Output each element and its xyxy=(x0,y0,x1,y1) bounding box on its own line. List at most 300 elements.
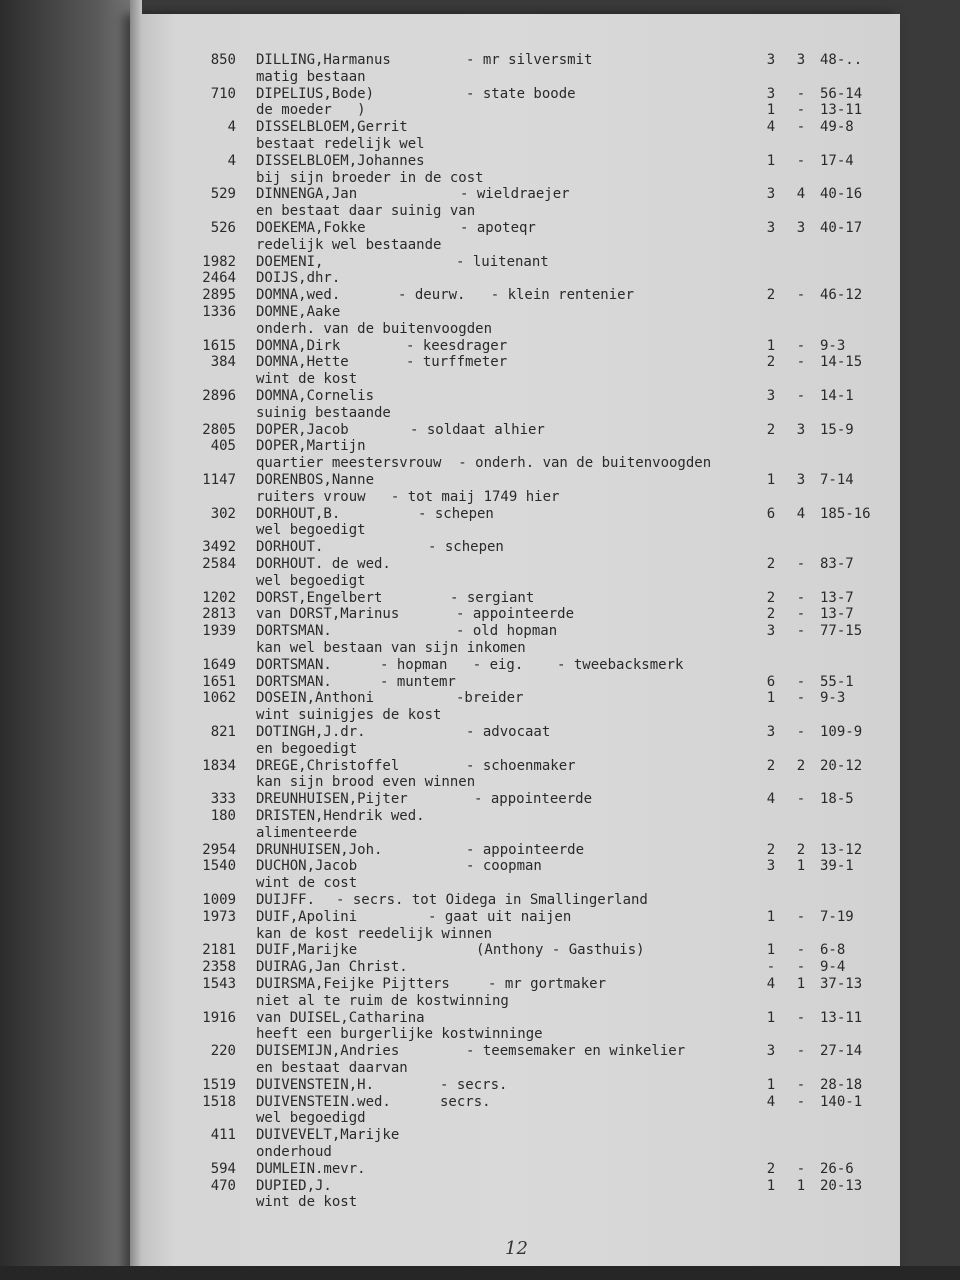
entry-number: 470 xyxy=(210,1177,236,1194)
entry-amount: 20-12 xyxy=(820,757,863,774)
entry-number: 1939 xyxy=(202,623,236,640)
register-entry xyxy=(0,422,960,439)
entry-note: de moeder ) xyxy=(256,102,366,119)
entry-name: DUIJFF. xyxy=(256,892,316,908)
entry-number: 821 xyxy=(210,724,236,740)
register-entry xyxy=(0,186,960,203)
entry-amount: 13-7 xyxy=(820,589,854,606)
register-entry xyxy=(0,1094,960,1111)
register-entry-note xyxy=(0,573,960,590)
entry-name: DOSEIN,Anthoni xyxy=(256,690,375,707)
entry-col-b: - xyxy=(796,724,806,740)
entry-name: DUIRAG,Jan Christ. xyxy=(256,959,408,976)
entry-occupation: - muntemr xyxy=(380,673,456,690)
entry-number: 411 xyxy=(210,1127,236,1144)
register-entry-note xyxy=(0,1026,960,1043)
register-entry xyxy=(0,354,960,371)
register-entry-note xyxy=(0,69,960,86)
entry-note: wint de kost xyxy=(256,371,358,388)
entry-number: 1062 xyxy=(202,690,236,707)
register-entry xyxy=(0,690,960,707)
entry-col-b: 3 xyxy=(796,472,806,488)
entry-number: 1615 xyxy=(202,337,236,354)
entry-col-a: 3 xyxy=(766,724,776,740)
entry-col-a: 3 xyxy=(766,388,776,404)
entry-name: DOMNE,Aake xyxy=(256,304,341,320)
entry-col-b: - xyxy=(796,690,806,707)
entry-col-b: 4 xyxy=(796,186,806,203)
entry-name: DILLING,Harmanus xyxy=(256,52,391,68)
register-entry-note xyxy=(0,371,960,388)
entry-occupation: - appointeerde xyxy=(456,606,575,623)
register-entry xyxy=(0,976,960,993)
entry-number: 2896 xyxy=(202,388,236,404)
register-entry xyxy=(0,304,960,321)
entry-number: 1202 xyxy=(202,589,236,606)
entry-amount: 20-13 xyxy=(820,1177,863,1194)
entry-occupation: - hopman - eig. - tweebacksmerk xyxy=(380,656,684,673)
entry-number: 1147 xyxy=(202,472,236,488)
entry-amount: 56-14 xyxy=(820,85,863,102)
entry-col-a: 2 xyxy=(766,421,776,438)
entry-number: 2954 xyxy=(202,841,236,858)
entry-col-b: - xyxy=(796,354,806,371)
entry-amount: 46-12 xyxy=(820,287,863,304)
entry-amount: 15-9 xyxy=(820,421,854,438)
entry-amount: 13-11 xyxy=(820,1009,863,1026)
entry-name: van DUISEL,Catharina xyxy=(256,1009,425,1026)
register-entry xyxy=(0,338,960,355)
entry-col-a: 1 xyxy=(766,908,776,925)
register-entry-note xyxy=(0,237,960,254)
entry-occupation: - appointeerde xyxy=(466,841,585,858)
entry-amount: 40-17 xyxy=(820,220,863,236)
entry-col-b: - xyxy=(796,337,806,354)
entry-amount: 7-19 xyxy=(820,908,854,925)
entry-note: heeft een burgerlijke kostwinninge xyxy=(256,1026,543,1043)
entry-amount: 18-5 xyxy=(820,791,854,808)
entry-number: 2805 xyxy=(202,421,236,438)
register-entry xyxy=(0,556,960,573)
entry-number: 3492 xyxy=(202,539,236,556)
entry-name: DOIJS,dhr. xyxy=(256,270,341,287)
entry-name: DORST,Engelbert xyxy=(256,589,383,606)
entry-note: onderhoud xyxy=(256,1144,332,1160)
entry-number: 1834 xyxy=(202,757,236,774)
register-entry xyxy=(0,623,960,640)
entry-col-b: 1 xyxy=(796,976,806,992)
register-entry xyxy=(0,287,960,304)
register-entry-note xyxy=(0,203,960,220)
register-entry-note xyxy=(0,102,960,119)
entry-number: 1651 xyxy=(202,673,236,690)
entry-note: bestaat redelijk wel xyxy=(256,136,425,152)
entry-name: DISSELBLOEM,Gerrit xyxy=(256,119,408,136)
entry-col-b: - xyxy=(796,623,806,640)
entry-col-b: - xyxy=(796,606,806,623)
entry-col-a: 6 xyxy=(766,673,776,690)
entry-number: 2895 xyxy=(202,287,236,304)
entry-amount: 39-1 xyxy=(820,858,854,875)
entry-note: quartier meestersvrouw - onderh. van de buitenvoogden xyxy=(256,455,712,472)
entry-occupation: - coopman xyxy=(466,858,542,875)
register-entry-note xyxy=(0,1110,960,1127)
entry-number: 850 xyxy=(210,52,236,68)
entry-col-a: 3 xyxy=(766,220,776,236)
register-entry xyxy=(0,758,960,775)
register-entry-note xyxy=(0,993,960,1010)
entry-amount: 28-18 xyxy=(820,1076,863,1093)
entry-name: DUIVENSTEIN.wed. xyxy=(256,1093,391,1110)
entry-col-a: 1 xyxy=(766,472,776,488)
entry-col-b: - xyxy=(796,287,806,304)
entry-name: DOEMENI, xyxy=(256,253,324,270)
entry-occupation: - wieldraejer xyxy=(460,186,570,203)
register-entry xyxy=(0,606,960,623)
entry-name: van DORST,Marinus xyxy=(256,606,400,623)
entry-col-b: - xyxy=(796,673,806,690)
entry-occupation: - keesdrager xyxy=(406,337,508,354)
entry-occupation: - schepen xyxy=(428,539,504,556)
entry-note-col-b: - xyxy=(796,102,806,119)
register-entry-note xyxy=(0,640,960,657)
entry-note: kan wel bestaan van sijn inkomen xyxy=(256,640,526,656)
entry-occupation: -breider xyxy=(456,690,524,707)
entry-name: DORHOUT. de wed. xyxy=(256,556,391,572)
entry-note: wint de cost xyxy=(256,875,358,892)
entry-name: DUMLEIN.mevr. xyxy=(256,1160,366,1177)
entry-col-b: 1 xyxy=(796,858,806,875)
entry-number: 4 xyxy=(227,119,236,136)
entry-col-a: 3 xyxy=(766,858,776,875)
entry-note: bij sijn broeder in de cost xyxy=(256,169,484,186)
entry-name: DUISEMIJN,Andries xyxy=(256,1043,400,1060)
entry-name: DOMNA,Cornelis xyxy=(256,388,375,404)
entry-number: 2464 xyxy=(202,270,236,287)
entry-col-a: 2 xyxy=(766,757,776,774)
register-entry xyxy=(0,254,960,271)
register-entry-note xyxy=(0,1144,960,1161)
entry-amount: 140-1 xyxy=(820,1093,863,1110)
entry-col-b: - xyxy=(796,791,806,808)
entry-amount: 13-7 xyxy=(820,606,854,623)
entry-name: DOMNA,wed. xyxy=(256,287,341,304)
entry-name: DUIVEVELT,Marijke xyxy=(256,1127,400,1144)
entry-col-b: - xyxy=(796,85,806,102)
entry-amount: 9-4 xyxy=(820,959,846,976)
register-entry xyxy=(0,657,960,674)
entry-col-a: 2 xyxy=(766,841,776,858)
entry-amount: 9-3 xyxy=(820,337,846,354)
entry-note-col-a: 1 xyxy=(766,102,776,119)
entry-amount: 26-6 xyxy=(820,1160,854,1177)
register-entry xyxy=(0,119,960,136)
entry-col-b: - xyxy=(796,908,806,925)
entry-col-b: 2 xyxy=(796,841,806,858)
entry-amount: 9-3 xyxy=(820,690,846,707)
register-entry xyxy=(0,153,960,170)
entry-col-b: - xyxy=(796,1043,806,1060)
entry-col-b: - xyxy=(796,1076,806,1093)
entry-amount: 37-13 xyxy=(820,976,863,992)
entry-occupation: - appointeerde xyxy=(474,791,593,808)
register-entry xyxy=(0,270,960,287)
entry-note: en begoedigt xyxy=(256,740,358,757)
entry-col-a: - xyxy=(766,959,776,976)
entry-name: DIPELIUS,Bode) xyxy=(256,85,375,102)
register-entry-note xyxy=(0,455,960,472)
entry-name: DORTSMAN. xyxy=(256,656,332,673)
entry-number: 333 xyxy=(210,791,236,808)
entry-col-b: - xyxy=(796,152,806,169)
entry-occupation: - turffmeter xyxy=(406,354,508,371)
entry-amount: 27-14 xyxy=(820,1043,863,1060)
entry-name: DUIVENSTEIN,H. xyxy=(256,1076,375,1093)
entry-amount: 83-7 xyxy=(820,556,854,572)
entry-name: DUIF,Apolini xyxy=(256,908,358,925)
entry-col-a: 3 xyxy=(766,85,776,102)
entry-name: DOMNA,Hette xyxy=(256,354,349,371)
entry-name: DINNENGA,Jan xyxy=(256,186,358,203)
register-entry xyxy=(0,1077,960,1094)
entry-amount: 14-1 xyxy=(820,388,854,404)
entry-number: 1982 xyxy=(202,253,236,270)
register-entry-note xyxy=(0,321,960,338)
entry-note: ruiters vrouw - tot maij 1749 hier xyxy=(256,488,560,505)
entry-number: 1540 xyxy=(202,858,236,875)
register-entry xyxy=(0,1127,960,1144)
register-entry-note xyxy=(0,707,960,724)
entry-number: 405 xyxy=(210,438,236,455)
entry-name: DOEKEMA,Fokke xyxy=(256,220,366,236)
entry-number: 2813 xyxy=(202,606,236,623)
register-entry-note xyxy=(0,1060,960,1077)
entry-name: DOPER,Jacob xyxy=(256,421,349,438)
entry-note: niet al te ruim de kostwinning xyxy=(256,992,509,1009)
entry-col-a: 2 xyxy=(766,287,776,304)
register-entry-note xyxy=(0,741,960,758)
entry-col-b: - xyxy=(796,942,806,959)
entry-col-b: - xyxy=(796,1093,806,1110)
entry-occupation: - advocaat xyxy=(466,724,551,740)
entry-number: 1009 xyxy=(202,892,236,908)
entry-occupation: - soldaat alhier xyxy=(410,421,545,438)
entry-name: DOTINGH,J.dr. xyxy=(256,724,366,740)
entry-number: 1649 xyxy=(202,656,236,673)
register-entry-note xyxy=(0,136,960,153)
entry-col-a: 3 xyxy=(766,52,776,68)
register-entry-note xyxy=(0,875,960,892)
entry-amount: 49-8 xyxy=(820,119,854,136)
register-entry xyxy=(0,438,960,455)
entry-amount: 7-14 xyxy=(820,472,854,488)
entry-occupation: - apoteqr xyxy=(460,220,536,236)
register-entry-note xyxy=(0,926,960,943)
register-entry xyxy=(0,791,960,808)
register-entry xyxy=(0,724,960,741)
entry-note: wel begoedigt xyxy=(256,572,366,589)
entry-amount: 48-.. xyxy=(820,52,863,68)
entry-occupation: - deurw. - klein rentenier xyxy=(398,287,635,304)
entry-col-a: 3 xyxy=(766,186,776,203)
entry-name: DRISTEN,Hendrik wed. xyxy=(256,808,425,824)
entry-amount: 17-4 xyxy=(820,152,854,169)
entry-number: 302 xyxy=(210,505,236,522)
entry-col-a: 2 xyxy=(766,556,776,572)
page-bottom-edge xyxy=(0,1266,960,1280)
register-entry xyxy=(0,909,960,926)
entry-occupation: - luitenant xyxy=(456,253,549,270)
entry-col-b: - xyxy=(796,1160,806,1177)
entry-col-b: - xyxy=(796,556,806,572)
entry-col-b: 2 xyxy=(796,757,806,774)
entry-col-a: 1 xyxy=(766,337,776,354)
entry-note: matig bestaan xyxy=(256,68,366,85)
entry-col-a: 1 xyxy=(766,1009,776,1026)
register-entry xyxy=(0,86,960,103)
entry-name: DUPIED,J. xyxy=(256,1177,332,1194)
entry-occupation: - schepen xyxy=(418,505,494,522)
entry-number: 1336 xyxy=(202,304,236,320)
entry-name: DRUNHUISEN,Joh. xyxy=(256,841,383,858)
entry-note: wint suinigjes de kost xyxy=(256,707,442,724)
entry-col-b: - xyxy=(796,959,806,976)
entry-name: DREGE,Christoffel xyxy=(256,757,400,774)
entry-name: DORHOUT. xyxy=(256,539,324,556)
entry-name: DORENBOS,Nanne xyxy=(256,472,375,488)
entry-name: DISSELBLOEM,Johannes xyxy=(256,152,425,169)
entry-col-b: - xyxy=(796,1009,806,1026)
entry-col-a: 4 xyxy=(766,119,776,136)
entry-col-b: - xyxy=(796,388,806,404)
entry-name: DUIRSMA,Feijke Pijtters xyxy=(256,976,450,992)
register-entry-note xyxy=(0,1194,960,1211)
entry-number: 1518 xyxy=(202,1093,236,1110)
entry-number: 2584 xyxy=(202,556,236,572)
entry-name: DREUNHUISEN,Pijter xyxy=(256,791,408,808)
entry-col-a: 2 xyxy=(766,606,776,623)
entry-col-a: 1 xyxy=(766,1177,776,1194)
entry-amount: 55-1 xyxy=(820,673,854,690)
entry-note-amount: 13-11 xyxy=(820,102,863,119)
entry-col-a: 3 xyxy=(766,623,776,640)
entry-note: en bestaat daar suinig van xyxy=(256,203,476,220)
entry-name: DUCHON,Jacob xyxy=(256,858,358,875)
register-entry-note xyxy=(0,825,960,842)
entry-amount: 185-16 xyxy=(820,505,871,522)
entry-note: onderh. van de buitenvoogden xyxy=(256,320,493,337)
register-entry xyxy=(0,1043,960,1060)
entry-number: 4 xyxy=(227,152,236,169)
entry-number: 2358 xyxy=(202,959,236,976)
entry-col-a: 2 xyxy=(766,354,776,371)
entry-amount: 77-15 xyxy=(820,623,863,640)
entry-occupation: - state boode xyxy=(466,85,576,102)
entry-amount: 40-16 xyxy=(820,186,863,203)
entry-occupation: - secrs. tot Oidega in Smallingerland xyxy=(336,892,648,908)
entry-col-b: 1 xyxy=(796,1177,806,1194)
entry-col-b: - xyxy=(796,119,806,136)
entry-col-a: 3 xyxy=(766,1043,776,1060)
register-entry-note xyxy=(0,489,960,506)
register-entry xyxy=(0,1161,960,1178)
entry-note: wint de kost xyxy=(256,1194,358,1211)
register-entry xyxy=(0,506,960,523)
entry-number: 384 xyxy=(210,354,236,371)
register-entry xyxy=(0,892,960,909)
entry-col-b: 3 xyxy=(796,220,806,236)
register-entry xyxy=(0,942,960,959)
entry-occupation: - old hopman xyxy=(456,623,558,640)
entry-occupation: (Anthony - Gasthuis) xyxy=(476,942,645,959)
register-entry-note xyxy=(0,170,960,187)
entry-note: wel begoedigd xyxy=(256,1110,366,1127)
entry-col-a: 4 xyxy=(766,791,776,808)
register-entry-note xyxy=(0,522,960,539)
register-entry-note xyxy=(0,774,960,791)
entry-name: DOPER,Martijn xyxy=(256,438,366,455)
entry-note: kan de kost reedelijk winnen xyxy=(256,925,493,942)
entry-number: 529 xyxy=(210,186,236,203)
register-entry xyxy=(0,674,960,691)
entry-number: 220 xyxy=(210,1043,236,1060)
entry-note: alimenteerde xyxy=(256,824,358,841)
entry-col-b: 3 xyxy=(796,421,806,438)
register-entry xyxy=(0,220,960,237)
entry-number: 594 xyxy=(210,1160,236,1177)
entry-note: redelijk wel bestaande xyxy=(256,236,442,253)
register-entry xyxy=(0,388,960,405)
entry-occupation: - secrs. xyxy=(440,1076,508,1093)
entry-number: 526 xyxy=(210,220,236,236)
entry-occupation: - mr silversmit xyxy=(466,52,593,68)
entry-col-a: 1 xyxy=(766,1076,776,1093)
register-entry xyxy=(0,1178,960,1195)
entry-col-b: 4 xyxy=(796,505,806,522)
entry-name: DORTSMAN. xyxy=(256,623,332,640)
entry-amount: 109-9 xyxy=(820,724,863,740)
register-entry-note xyxy=(0,405,960,422)
entry-col-a: 2 xyxy=(766,589,776,606)
entry-occupation: - schoenmaker xyxy=(466,757,576,774)
entry-occupation: secrs. xyxy=(440,1093,491,1110)
entry-number: 1519 xyxy=(202,1076,236,1093)
entry-note: en bestaat daarvan xyxy=(256,1060,408,1076)
entry-number: 1973 xyxy=(202,908,236,925)
entry-col-b: 3 xyxy=(796,52,806,68)
register-entry xyxy=(0,52,960,69)
entry-name: DUIF,Marijke xyxy=(256,942,358,959)
entry-occupation: - teemsemaker en winkelier xyxy=(466,1043,686,1060)
register-entry xyxy=(0,472,960,489)
register-entry xyxy=(0,590,960,607)
register-entry xyxy=(0,808,960,825)
entry-col-a: 4 xyxy=(766,976,776,992)
entry-amount: 6-8 xyxy=(820,942,846,959)
entry-occupation: - gaat uit naijen xyxy=(428,908,572,925)
register-entry xyxy=(0,1010,960,1027)
entry-amount: 13-12 xyxy=(820,841,863,858)
entry-note: wel begoedigt xyxy=(256,522,366,539)
entry-number: 2181 xyxy=(202,942,236,959)
entry-number: 180 xyxy=(210,808,236,824)
entry-col-a: 1 xyxy=(766,942,776,959)
entry-col-b: - xyxy=(796,589,806,606)
entry-name: DOMNA,Dirk xyxy=(256,337,341,354)
register-entry xyxy=(0,959,960,976)
entry-number: 1916 xyxy=(202,1009,236,1026)
register-entry xyxy=(0,539,960,556)
